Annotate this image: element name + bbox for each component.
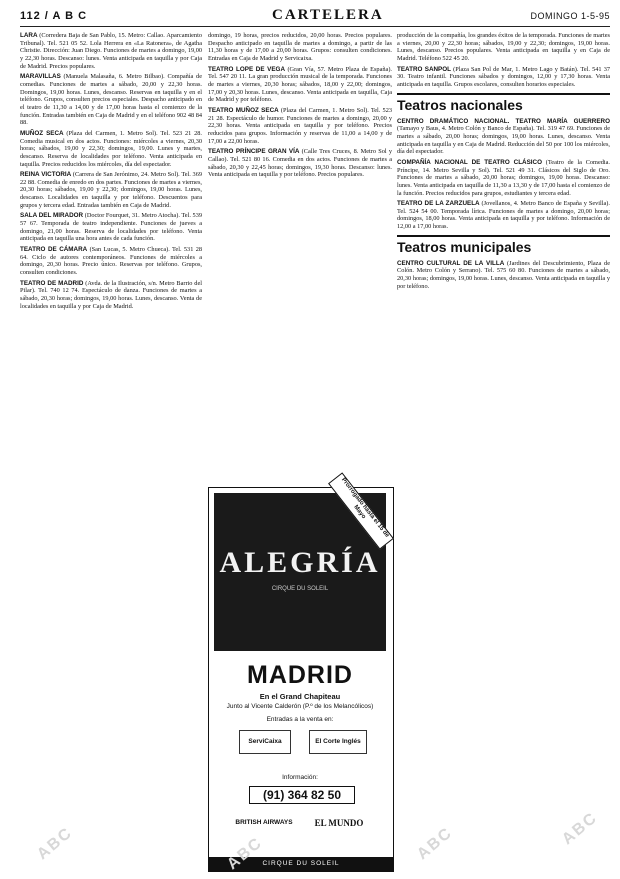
section-heading-nacionales: Teatros nacionales	[397, 93, 610, 114]
listing-entry	[20, 32, 202, 70]
listing-entry	[397, 32, 610, 63]
theater-name: SALA DEL MIRADOR	[20, 212, 84, 220]
ad-city: MADRID	[247, 661, 353, 689]
section-heading-municipales: Teatros municipales	[397, 235, 610, 256]
listing-entry	[397, 260, 610, 291]
theater-name: TEATRO DE MADRID	[20, 279, 84, 287]
listing-text: producción de la compañía, los grandes éxitos de la temporada. Funciones de martes a viernes, 20,00 y 22,30 horas; sábados, 19,00 y 22,30; domingos, 19,00 horas. Lunes, descanso. Precios populares. Venta anticipada en taquilla y en Caja de Madrid. Teléfono 522 45 20.	[397, 32, 610, 62]
column-1	[20, 32, 202, 313]
listing-text: domingo, 19 horas, precios reducidos, 20,00 horas. Precios populares. Despacho anticipado en taquilla de martes a domingo, a partir de las 11,30 horas y de 17,00 a 20,00 horas. Grupos: consulten condiciones. Entradas en Caja de Madrid y Servicaixa.	[208, 32, 392, 62]
listing-text: (Corredera Baja de San Pablo, 15. Metro: Callao. Aparcamiento Tribunal). Tel. 521 05 52. Lola Herrera en «La Ratonera», de Agatha Christie. Dirección: Juan Diego. Funciones de martes a domingo, 19,00 y 22,30 horas. Descanso: lunes. Venta anticipada en taquilla y por Caja de Madrid. Precios populares.	[20, 32, 202, 70]
column-2	[208, 32, 392, 182]
listing-text: (Gran Vía, 57. Metro Plaza de España). Tel. 547 20 11. La gran producción musical de la temporada. Funciones de martes a viernes, 20,30 horas; sábados, 18,00 y 22,00; domingos, 17,00 y 20,30 horas. Lunes, descanso. Venta anticipada en taquilla, Caja de Madrid y por teléfono.	[208, 65, 392, 104]
ad-footer-brand: CIRQUE DU SOLEIL	[209, 857, 393, 871]
servicaixa-logo: ServiCaixa	[239, 730, 291, 754]
listing-entry	[208, 107, 392, 145]
watermark: ABC	[413, 824, 457, 864]
theater-name: TEATRO PRÍNCIPE GRAN VÍA	[208, 148, 300, 156]
listing-entry	[397, 200, 610, 231]
listing-text: (Plaza del Carmen, 1. Metro Sol). Tel. 523 21 28. Comedia musical en dos actos. Funciones: miércoles a viernes, 20,30 horas; sábados, 19,00 y 22,30; domingos, 19,00. Lunes y martes, descanso. Reserva de localidades por teléfono. Venta anticipada en taquilla. Precios reducidos los miércoles, día del espectador.	[20, 129, 202, 168]
theater-name: CENTRO CULTURAL DE LA VILLA	[397, 259, 505, 267]
page-header	[20, 8, 610, 27]
listing-entry	[208, 148, 392, 179]
listing-entry	[20, 171, 202, 209]
listing-text: (Doctor Fourquet, 31. Metro Atocha). Tel. 539 57 67. Temporada de teatro independiente. Funciones de jueves a domingo, 21,00 horas. Reserva de localidades por teléfono. Venta anticipada en taquilla una hora antes de cada función.	[20, 212, 203, 243]
ad-show-subtitle: CIRQUE DU SOLEIL	[271, 586, 329, 592]
theater-name: TEATRO MUÑOZ SECA	[208, 106, 279, 114]
listing-entry	[20, 280, 202, 311]
ad-venue: En el Grand Chapiteau	[259, 692, 341, 701]
watermark: ABC	[33, 824, 77, 864]
ad-extended-ribbon: Prorrogado hasta el 15 de Mayo	[328, 472, 394, 549]
theater-name: MUÑOZ SECA	[20, 129, 64, 137]
listing-entry	[20, 73, 202, 127]
listing-text: (San Lucas, 5. Metro Chueca). Tel. 531 28 64. Ciclo de autores contemporáneos. Funciones de miércoles a domingo, 20,30 horas. Precio único. Reservas por teléfono. Grupos, consulten condiciones.	[20, 246, 202, 277]
listing-text: (Tamayo y Baus, 4. Metro Colón y Banco de España). Tel. 319 47 69. Funciones de martes a sábado, 20,00 horas; domingos, 19,00 horas. Lunes, descanso. Venta anticipada en taquilla y en Caja de Madrid. Reducción del 50 por 100 los miércoles, día del espectador.	[397, 125, 610, 156]
listing-text: (Jardines del Descubrimiento, Plaza de Colón. Metro Colón y Serrano). Tel. 575 60 80. Funciones de martes a sábado, 20,30 horas; domingos, 19,00 horas. Lunes, descanso. Venta anticipada en taquilla y por teléfono.	[397, 259, 611, 290]
theater-name: MARAVILLAS	[20, 73, 61, 81]
listing-entry	[397, 159, 610, 197]
listing-text: (Calle Tres Cruces, 8. Metro Sol y Callao). Tel. 521 80 16. Comedia en dos actos. Funciones de martes a sábado, 20,30 y 22,45 horas; domingos, 19,30 horas. Descanso: lunes. Venta anticipada en taquilla y por teléfono. Precios populares.	[208, 148, 392, 179]
theater-name: COMPAÑÍA NACIONAL DE TEATRO CLÁSICO	[397, 158, 543, 166]
page-number: 112 / A B C	[20, 10, 88, 22]
listing-text: (Jovellanos, 4. Metro Banco de España y Sevilla). Tel. 524 54 00. Temporada lírica. Funciones de martes a domingo, 20,00 horas; domingos, 18,00 horas. Venta anticipada en taquilla y por teléfono. Información de 12,00 a 17,00 horas.	[397, 200, 610, 231]
section-title: CARTELERA	[272, 7, 384, 23]
ad-info-label: Información:	[282, 774, 318, 781]
ad-show-title: ALEGRÍA	[219, 546, 381, 579]
ad-venue-address: Junto al Vicente Calderón (P.º de los Melancólicos)	[226, 703, 374, 710]
theater-name: LARA	[20, 32, 38, 39]
listing-entry	[20, 246, 202, 277]
listing-text: (Carrera de San Jerónimo, 24. Metro Sol). Tel. 369 22 88. Comedia de enredo en dos partes. Funciones de martes a viernes, 20,30 horas; sábados, 19,00 y 22,30; domingos, 19,00 horas. Lunes, descanso. Localidades en taquilla y por teléfono. Descuentos para grupos y tercera edad. Entradas también en Caja de Madrid.	[20, 171, 202, 209]
listing-entry	[208, 32, 392, 63]
theater-name: TEATRO SANPOL	[397, 65, 451, 73]
listing-entry	[208, 66, 392, 104]
theater-name: TEATRO DE LA ZARZUELA	[397, 200, 480, 208]
column-3	[397, 32, 610, 293]
listing-text: (Manuela Malasaña, 6. Metro Bilbao). Compañía de comedias. Funciones de martes a sábado, 20,00 y 22,30 horas. Domingos, 19,00 horas. Lunes, descanso. Reservas en taquilla y en el teléfono. Grupos, consulten precios especiales. Despacho anticipado en el teatro de 11,30 a 14,00 y de 17,00 horas hasta el comienzo de la función. Entradas también en Caja de Madrid y en el teléfono 902 48 84 88.	[20, 73, 202, 127]
theater-name: TEATRO DE CÁMARA	[20, 246, 88, 254]
ad-tickets-label: Entradas a la venta en:	[266, 716, 334, 723]
listing-text: (Avda. de la Ilustración, s/n. Metro Barrio del Pilar). Tel. 740 12 74. Espectáculo de danza. Funciones de martes a sábado, 20,30 horas; domingos, 19,00 horas. Lunes, descanso. Venta de localidades en taquilla y por Caja de Madrid.	[20, 279, 202, 310]
listing-text: (Teatro de la Comedia. Príncipe, 14. Metro Sevilla y Sol). Tel. 521 49 31. Clásicos del Siglo de Oro. Funciones de martes a sábado, 20,00 horas; domingos, 19,00 horas. Descanso: lunes. Venta anticipada en taquilla de 11,30 a 13,30 y de 17,00 hasta el comienzo de la función. Precios reducidos para grupos, estudiantes y tercera edad.	[397, 158, 611, 197]
watermark: ABC	[223, 834, 267, 874]
listing-entry	[20, 130, 202, 168]
issue-date: DOMINGO 1-5-95	[530, 11, 610, 21]
listing-text: (Plaza San Pol de Mar, 1. Metro Lago y Batán). Tel. 541 37 30. Teatro infantil. Funciones sábados y domingos, 12,00 y 17,30 horas. Venta anticipada en taquilla. Grupos escolares, consulten horarios especiales.	[397, 65, 610, 88]
ad-phone-number: (91) 364 82 50	[249, 786, 355, 804]
el-mundo-logo: EL MUNDO	[314, 818, 364, 828]
alegria-advertisement	[208, 477, 394, 872]
british-airways-logo: BRITISH AIRWAYS	[235, 819, 293, 826]
el-corte-ingles-logo: El Corte Inglés	[309, 730, 367, 754]
theater-name: TEATRO LOPE DE VEGA	[208, 65, 285, 73]
listing-entry	[20, 212, 202, 243]
listing-text: (Plaza del Carmen, 1. Metro Sol). Tel. 523 21 28. Espectáculo de humor. Funciones de martes a domingo, 20,00 y 22,30 horas. Venta anticipada en taquilla y por teléfono. Precios reducidos para grupos. Información y reservas de 11,00 a 14,00 y de 17,00 a 22,00 horas.	[208, 106, 392, 145]
theater-name: REINA VICTORIA	[20, 171, 72, 179]
theater-name: CENTRO DRAMÁTICO NACIONAL. TEATRO MARÍA GUERRERO	[397, 117, 610, 125]
listing-entry	[397, 66, 610, 89]
watermark: ABC	[558, 809, 602, 849]
listing-entry	[397, 118, 610, 156]
